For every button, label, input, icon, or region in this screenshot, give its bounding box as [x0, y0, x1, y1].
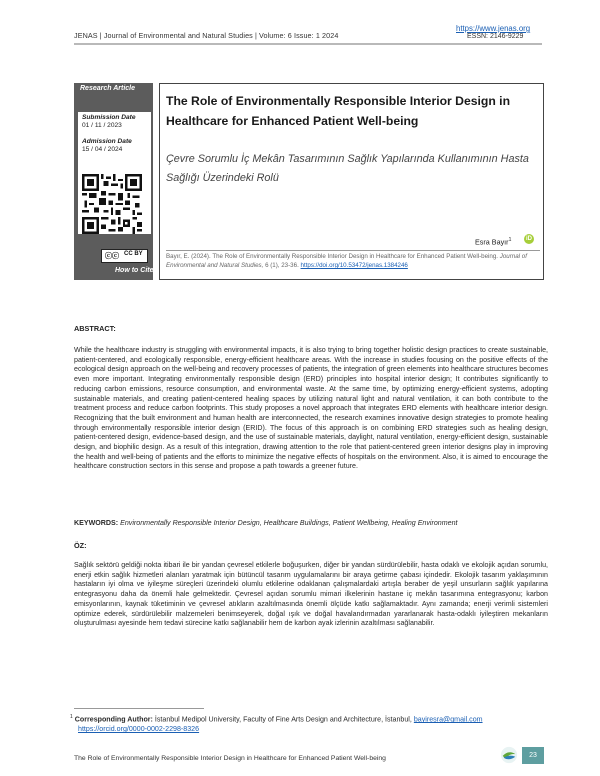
article-info-panel: [74, 83, 156, 280]
issn-label: ESSN: 2146-9229: [467, 33, 524, 40]
dates-panel: [78, 112, 151, 234]
journal-logo-icon: [500, 746, 518, 764]
footnote-affiliation: İstanbul Medipol University, Faculty of Fine Arts Design and Architecture, İstanbul,: [154, 715, 412, 724]
citation-divider: [166, 250, 540, 251]
doi-link[interactable]: https://doi.org/10.53472/jenas.1384246: [300, 262, 408, 269]
abstract-text: While the healthcare industry is struggling with environmental impacts, it is also trying to bring together holistic design practices to create sustainable, patient-centered, and ecologically responsible, energy-efficient healthcare areas. With the increase in studies focusing on the positive effects of the ecological design approach on the well-being and recovery processes of patients, the integration of green elements into healthcare structures becomes even more important. Integrating environmentally responsible design (ERD) principles into hospital interior design; It contributes significantly to reducing carbon emissions, resource consumption, and environmental waste. At the same time, by optimizing energy-efficient systems, adopting sustainable materials, and creating patient-centered healing spaces by utilizing natural light and natural ventilation, it can both contribute to the treatment process and reduce carbon footprints. This study proposes a novel approach that integrates ERD elements with healthcare interior design. Recognizing that the built environment and human health are interconnected, the research examines innovative design strategies to promote healing through environmentally responsible interior design (ERID). The focus of this approach is on combining ERD strategies such as healing design, patient-centered design, evidence-based design, and the use of sustainable materials, daylight, natural ventilation, energy-efficient design, sustainable design, and biophilic design. As a result of this integration, drawing attention to the role that patient-centered green interior designs play in improving the health and well-being of patients and the efforts to minimize the negative effects of hospitals on the environment. Also, it is aimed to encourage the healthcare construction sectors in this sense and propose a path towards a greener future.: [74, 346, 548, 471]
page-number: 23: [522, 747, 544, 764]
oz-heading: ÖZ:: [74, 541, 87, 550]
footnote-divider: [74, 708, 204, 709]
admission-date-value: 15 / 04 / 2024: [82, 146, 123, 153]
submission-date-label: Submission Date: [82, 114, 136, 121]
footnote: $^1$ Corresponding Author: İstanbul Medipol University, Faculty of Fine Arts Design and Architecture, İstanbul, bayiresra@gmail.com https://orcid.org/0000-0002-2298-8326: [70, 714, 483, 734]
footnote-label: Corresponding Author:: [74, 715, 153, 724]
article-title: The Role of Environmentally Responsible Interior Design in Healthcare for Enhanced Patient Well-being: [166, 94, 511, 128]
journal-header: JENAS | Journal of Environmental and Natural Studies | Volume: 6 Issue: 1 2024: [74, 31, 339, 40]
author-name: Esra Bayır$^1$: [475, 237, 512, 247]
qr-code-icon[interactable]: [82, 174, 142, 234]
keywords-line: KEYWORDS: Environmentally Responsible Interior Design, Healthcare Buildings, Patient Wellbeing, Healing Environment: [74, 519, 458, 527]
admission-date-label: Admission Date: [82, 138, 132, 145]
submission-date-value: 01 / 11 / 2023: [82, 122, 122, 129]
cc-license-badge[interactable]: [101, 249, 148, 263]
journal-url-link[interactable]: https://www.jenas.org: [456, 24, 531, 33]
abstract-heading: ABSTRACT:: [74, 324, 116, 333]
how-to-cite-label: How to Cite:: [115, 267, 156, 274]
oz-text: Sağlık sektörü geldiği nokta itibari ile bir yandan çevresel etkilerle boğuşurken, diğer bir yandan sürdürülebilir, hasta odaklı ve ekolojik açıdan sorumlu, enerji etkin sağlık hizmetleri alanları yaratmak için bütüncül tasarım uygulamalarını bir araya getirme çabası içindedir. Ekolojik tasarım yaklaşımının hastaların iyi olma ve iyileşme süreçleri üzerindeki olumlu etkilerine odaklanan çalışmalardaki artışla beraber de yeşil unsurların sağlık yapılarına entegrasyonu daha da önemli hale gelmektedir. Çevresel açıdan sorumlu mimari ilkelerinin hastane iç mekân tasarımına entegrasyonu; karbon emisyonlarının, kaynak tüketiminin ve çevresel atıkların azaltılmasında önemli ölçüde katkı sağlamaktadır. Aynı zamanda; enerji verimli sistemleri optimize ederek, sürdürülebilir malzemeleri benimseyerek, doğal ışık ve doğal havalandırmadan yararlanarak hasta-odaklı iyileştiren mekanların oluşturulması ayesinde hem tedavi sürecine katkı sağlanabilir hem de karbon ayak izlerinin azaltılması sağlanabilir.: [74, 561, 548, 628]
submission-block: [82, 114, 136, 130]
article-title-turkish: Çevre Sorumlu İç Mekân Tasarımının Sağlık Yapılarında Kullanımının Hasta Sağlığı Üzerindeki Rolü: [166, 153, 529, 184]
running-title: The Role of Environmentally Responsible Interior Design in Healthcare for Enhanced Patient Well-being: [74, 755, 386, 762]
cc-license-text: CC BY: [124, 251, 143, 257]
author-orcid-link[interactable]: https://orcid.org/0000-0002-2298-8326: [78, 725, 200, 734]
citation-block: Bayır, E. (2024). The Role of Environmentally Responsible Interior Design in Healthcare for Enhanced Patient Well-being. Journal of Environmental and Natural Studies, 6 (1), 23-36. https://doi.org/10.53472/jenas.1384246: [166, 253, 527, 269]
article-type-label: Research Article: [80, 85, 135, 92]
header-divider: [74, 43, 542, 45]
cc-icon: ⓒⓒ: [105, 253, 119, 260]
orcid-icon[interactable]: iD: [526, 236, 532, 242]
admission-block: [82, 138, 132, 154]
author-email-link[interactable]: bayiresra@gmail.com: [413, 715, 483, 724]
